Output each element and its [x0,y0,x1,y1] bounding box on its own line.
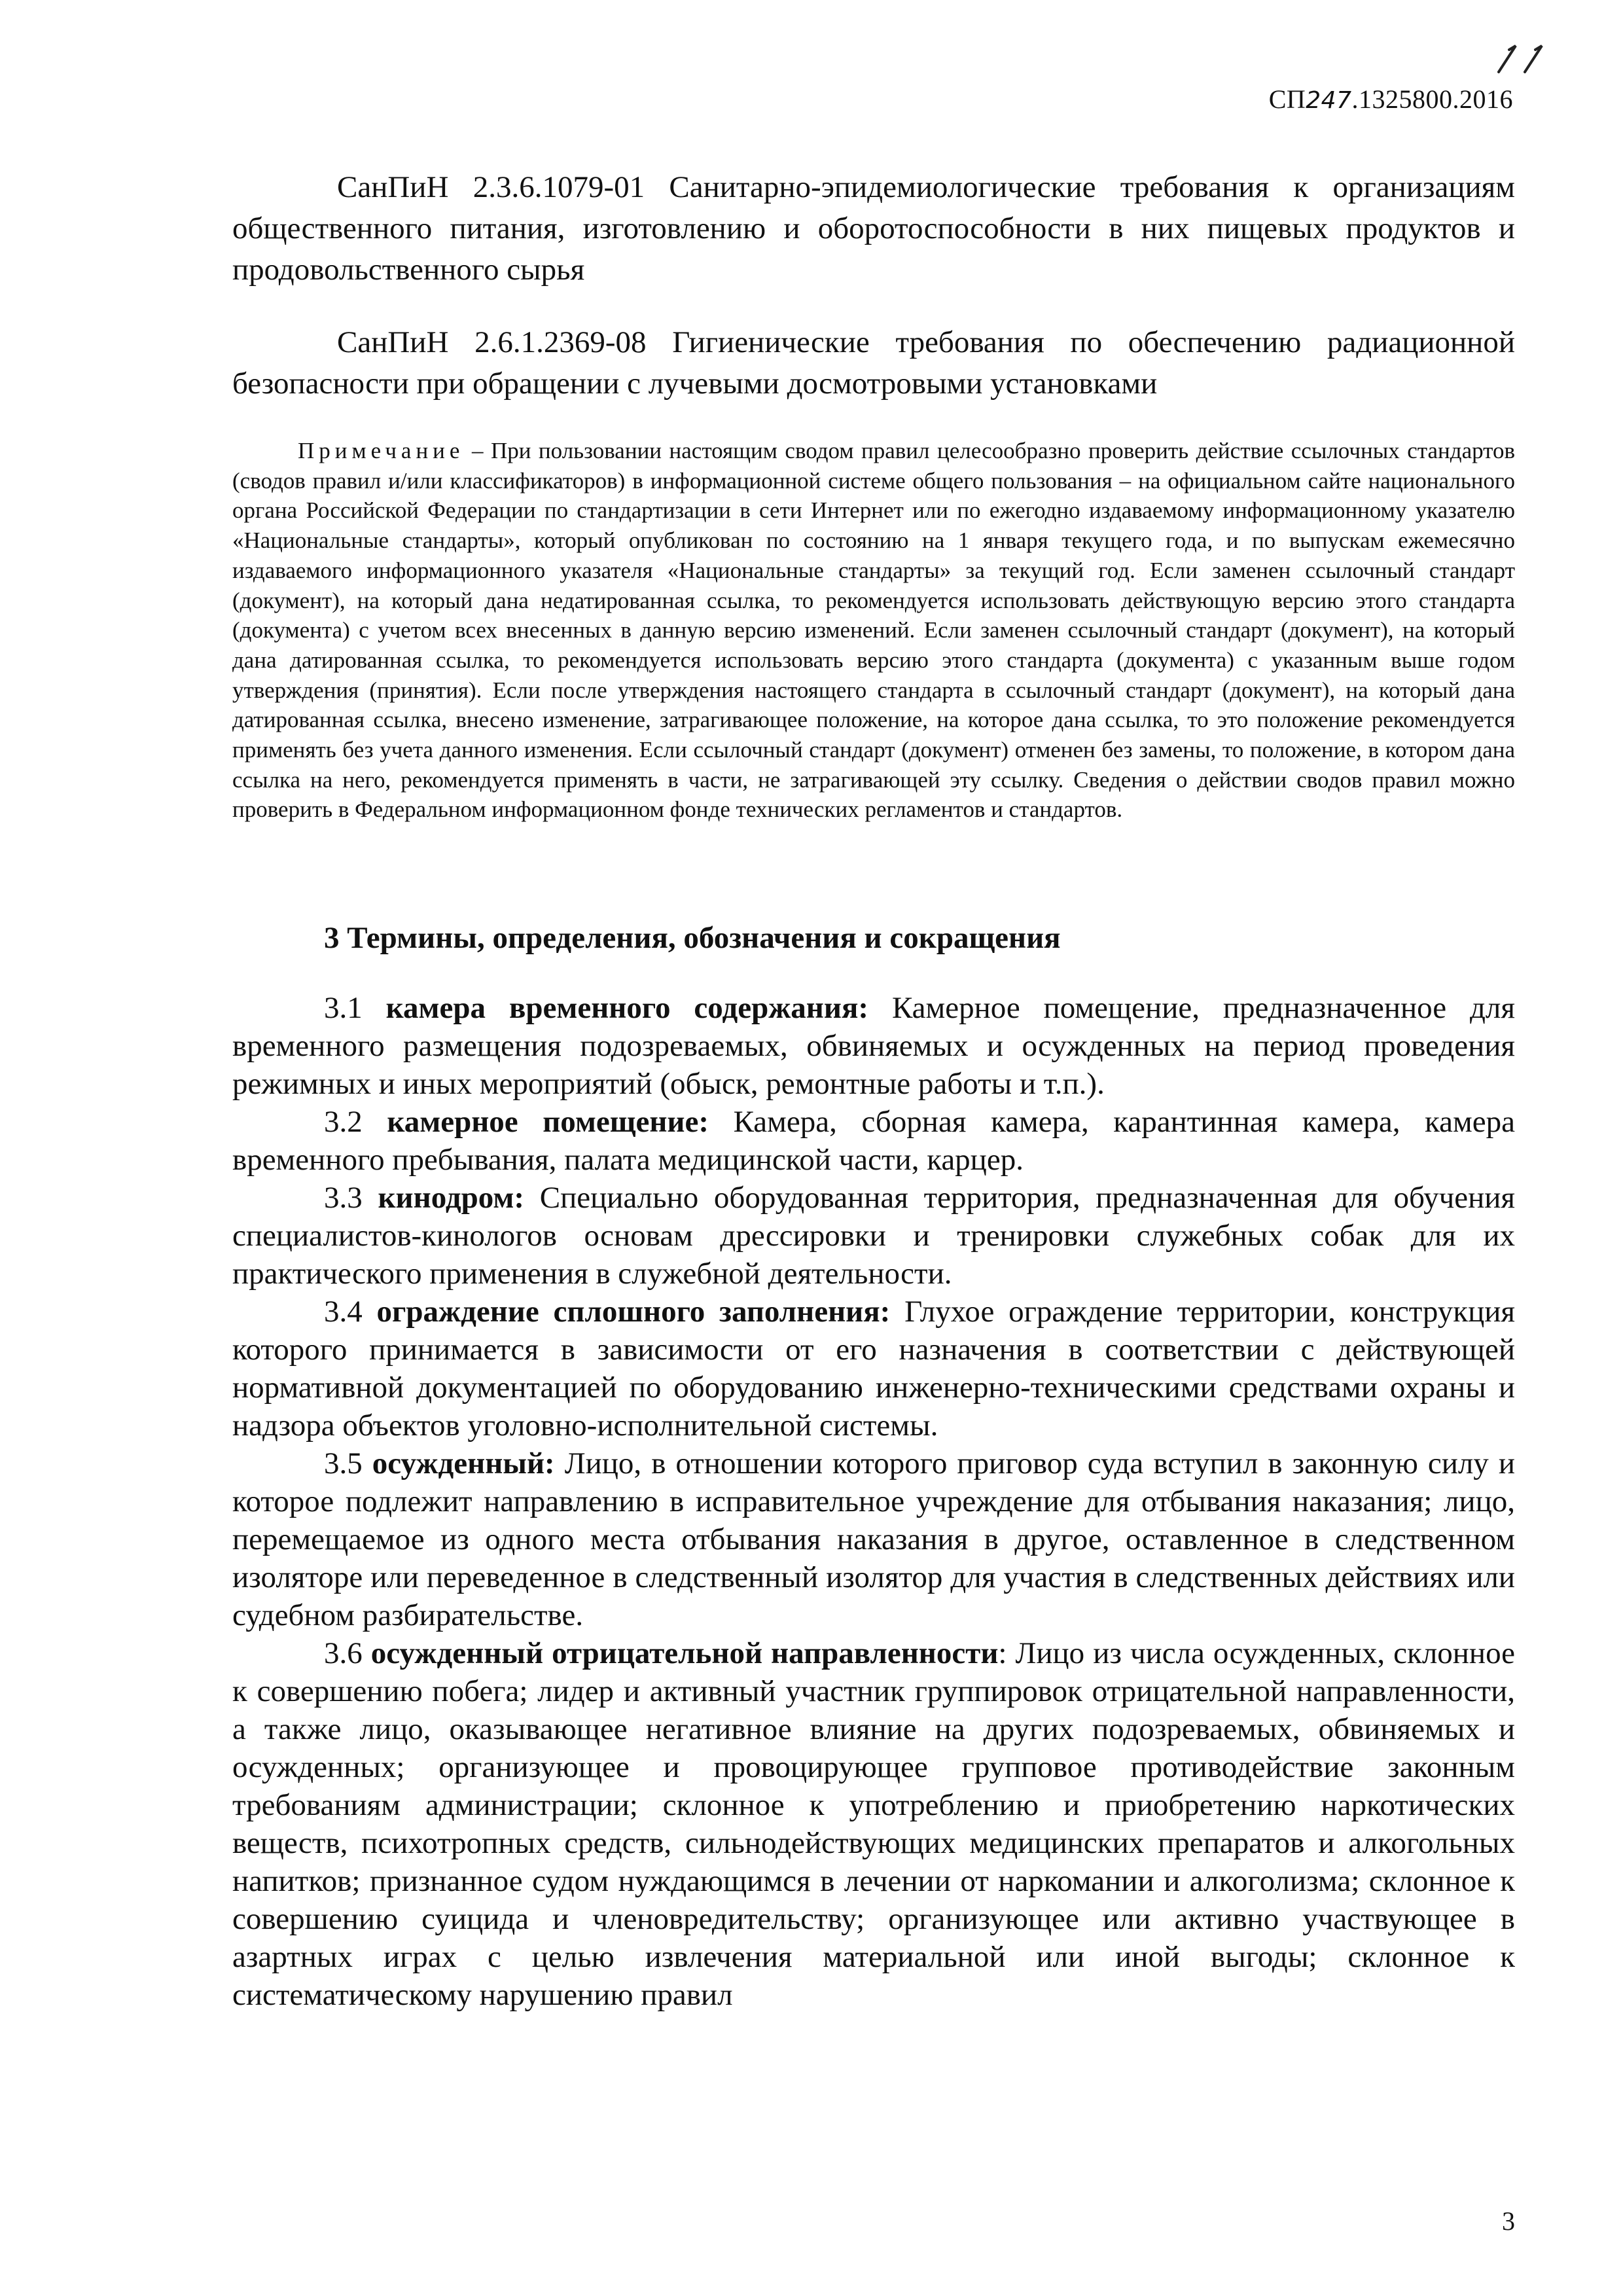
term-definition: : Лицо из числа осужденных, склонное к совершению побега; лидер и активный участник группировок отрицательной направленности, а также лицо, оказывающее негативное влияние на других подозреваемых, обвиняемых и осужденных; организующее и провоцирующее групповое противодействие законным требованиям администрации; склонное к употреблению и приобретению наркотических веществ, психотропных средств, сильнодействующих медицинских препаратов и алкогольных напитков; признанное судом нуждающимся в лечении от наркомании и алкоголизма; склонное к совершению суицида и членовредительству; организующее или активно участвующее в азартных играх с целью извлечения материальной или иной выгоды; склонное к систематическому нарушению правил [232,1636,1516,2013]
term-definition: Глухое ограждение территории, конструкция которого принимается в зависимости от его назначения в соответствии с действующей нормативной документацией по оборудованию инженерно-техническими средствами охраны и надзора объектов уголовно-исполнительной системы. [232,1295,1515,1443]
document-code-prefix: СП [1268,84,1306,114]
page-number: 3 [1502,2206,1515,2236]
term-item [232,1103,1515,1179]
handwritten-sheet-number [1484,41,1563,80]
document-code-handwritten: 247 [1306,87,1352,114]
term-number: 3.5 [324,1446,363,1481]
document-code-suffix: .1325800.2016 [1351,84,1513,114]
document-code [1269,84,1513,115]
term-name: осужденный: [372,1446,555,1481]
note-paragraph [232,436,1515,825]
term-definition: Камерное помещение, предназначенное для временного размещения подозреваемых, обвиняемых и осужденных на период проведения режимных и иных мероприятий (обыск, ремонтные работы и т.п.). [232,991,1516,1102]
term-definition: Камера, сборная камера, карантинная камера, камера временного пребывания, палата медицинской части, карцер. [232,1105,1516,1177]
term-number: 3.3 [324,1181,363,1215]
term-item [232,1444,1515,1634]
term-number: 3.4 [324,1295,363,1329]
term-item [232,1179,1515,1293]
term-number: 3.1 [324,991,363,1026]
reference-title: Санитарно-эпидемиологические требования к организациям общественного питания, изготовлению и оборотоспособности в них пищевых продуктов и продовольственного сырья [232,170,1515,287]
reference-sanpin-2 [232,322,1515,404]
note-text: При пользовании настоящим сводом правил целесообразно проверить действие ссылочных стандартов (сводов правил и/или классификаторов) в информационной системе общего пользования – на официальном сайте национального органа Российской Федерации по стандартизации в сети Интернет или по ежегодно издаваемому информационному указателю «Национальные стандарты», который опубликован по состоянию на 1 января текущего года, и по выпускам ежемесячно издаваемого информационного указателя «Национальные стандарты» за текущий год. Если заменен ссылочный стандарт (документ), на который дана недатированная ссылка, то рекомендуется использовать действующую версию этого стандарта (документа) с учетом всех внесенных в данную версию изменений. Если заменен ссылочный стандарт (документ), на который дана датированная ссылка, то рекомендуется использовать версию этого стандарта (документа) с указанным выше годом утверждения (принятия). Если после утверждения настоящего стандарта в ссылочный стандарт (документ), на который дана датированная ссылка, внесено изменение, затрагивающее положение, на которое дана ссылка, то это положение рекомендуется применять без учета данного изменения. Если ссылочный стандарт (документ) отменен без замены, то положение, в котором дана ссылка на него, рекомендуется применять в части, не затрагивающей эту ссылку. Сведения о действии сводов правил можно проверить в Федеральном информационном фонде технических регламентов и стандартов. [232,438,1516,823]
term-definition: Специально оборудованная территория, предназначенная для обучения специалистов-кинологов основам дрессировки и тренировки служебных собак для их практического применения в служебной деятельности. [232,1181,1515,1291]
term-item [232,1634,1515,2014]
term-number: 3.6 [324,1636,363,1671]
reference-code: СанПиН 2.3.6.1079-01 [337,170,645,204]
term-name: камера временного содержания: [385,991,869,1026]
term-number: 3.2 [324,1105,363,1139]
term-item [232,989,1515,1103]
note-dash: – [464,438,491,463]
term-name: ограждение сплошного заполнения: [376,1295,891,1329]
page-content [232,167,1515,2014]
term-definition: Лицо, в отношении которого приговор суда вступил в законную силу и которое подлежит направлению в исправительное учреждение для отбывания наказания; лицо, перемещаемое из одного места отбывания наказания в другое, оставленное в следственном изоляторе или переведенное в следственный изолятор для участия в следственных действиях или судебном разбирательстве. [232,1446,1515,1633]
reference-code: СанПиН 2.6.1.2369-08 [337,325,647,359]
reference-sanpin-1 [232,167,1515,291]
note-label: Примечание [298,438,465,463]
term-name: осужденный отрицательной направленности [370,1636,999,1671]
section-title: 3 Термины, определения, обозначения и сокращения [324,921,1061,956]
terms-list [232,989,1515,2014]
reference-title: Гигиенические требования по обеспечению радиационной безопасности при обращении с лучевыми досмотровыми установками [232,325,1515,401]
term-name: камерное помещение: [387,1105,709,1139]
term-name: кинодром: [378,1181,525,1215]
term-item [232,1293,1515,1444]
